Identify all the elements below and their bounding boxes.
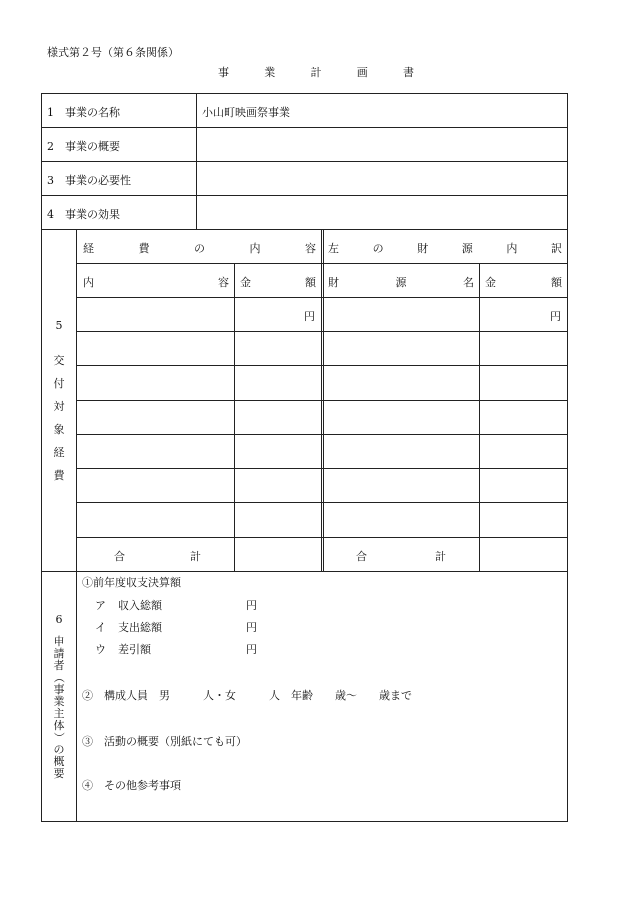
yen-unit: 円 [304, 310, 315, 323]
section5-label-char: 対 [53, 400, 65, 413]
section6-label-char: 体 [53, 719, 65, 732]
row-label-overview: 2 事業の概要 [47, 140, 120, 153]
col-source-header: 財 源 名 [328, 276, 474, 289]
title-char: 事 [218, 66, 229, 79]
section5-label-char: 費 [53, 469, 65, 482]
section6-label-char: 要 [53, 767, 65, 780]
section6-label-char: 事 [53, 683, 65, 696]
section6-label-char: 請 [53, 647, 65, 660]
section5-label-char: 付 [53, 377, 65, 390]
row-label-effect: 4 事業の効果 [47, 208, 120, 221]
item4-other: ④ その他参考事項 [82, 779, 181, 792]
item1-sub-mark: ウ [95, 643, 106, 656]
section6-label-char: の [53, 743, 65, 756]
row-label-necessity: 3 事業の必要性 [47, 174, 131, 187]
source-header: 左 の 財 源 内 訳 [328, 242, 562, 255]
title-char: 画 [356, 66, 368, 79]
title-char: 業 [264, 66, 276, 79]
expense-header: 経 費 の 内 容 [83, 242, 316, 255]
item1-sub-mark: イ [95, 621, 106, 634]
form-label: 様式第２号（第６条関係） [47, 46, 179, 59]
item2-members: ② 構成人員 男 人・女 人 年齢 歳～ 歳まで [82, 689, 412, 702]
section5-label-char: 経 [53, 446, 65, 459]
row-value-name[interactable]: 小山町映画祭事業 [202, 106, 290, 119]
col-content-header: 内 容 [83, 276, 229, 289]
section6-label-char: 者 [53, 659, 65, 672]
section6-label-char: 業 [53, 695, 65, 708]
section6-label-char: （ [52, 672, 66, 683]
document-title [218, 64, 414, 80]
section6-label-char: ） [52, 732, 66, 743]
col-amount2-header: 金 額 [485, 276, 562, 289]
section6-label-char: 主 [53, 707, 65, 720]
item1-sub-label: 支出総額 [118, 621, 162, 634]
item1-sub-unit: 円 [246, 621, 257, 634]
section6-label-char: 概 [53, 755, 65, 768]
section6-label-char: 申 [53, 635, 65, 648]
item1-sub-unit: 円 [246, 643, 257, 656]
total-label: 合 計 [356, 550, 446, 563]
section5-label-char: 交 [53, 354, 65, 367]
title-char: 計 [310, 66, 322, 79]
item1-sub-label: 収入総額 [118, 599, 162, 612]
item1-sub-mark: ア [95, 599, 106, 612]
title-char: 書 [403, 66, 414, 79]
section5-label-char: 象 [53, 423, 65, 436]
item1-heading: ①前年度収支決算額 [82, 576, 181, 589]
item1-sub-unit: 円 [246, 599, 257, 612]
col-amount-header: 金 額 [240, 276, 316, 289]
section6-number: 6 [55, 613, 63, 626]
section5-number: 5 [55, 319, 63, 332]
total-label: 合 計 [114, 550, 201, 563]
row-label-name: 1 事業の名称 [47, 106, 120, 119]
item1-sub-label: 差引額 [118, 643, 151, 656]
item3-activity: ③ 活動の概要（別紙にても可） [82, 735, 247, 748]
yen-unit: 円 [550, 310, 561, 323]
